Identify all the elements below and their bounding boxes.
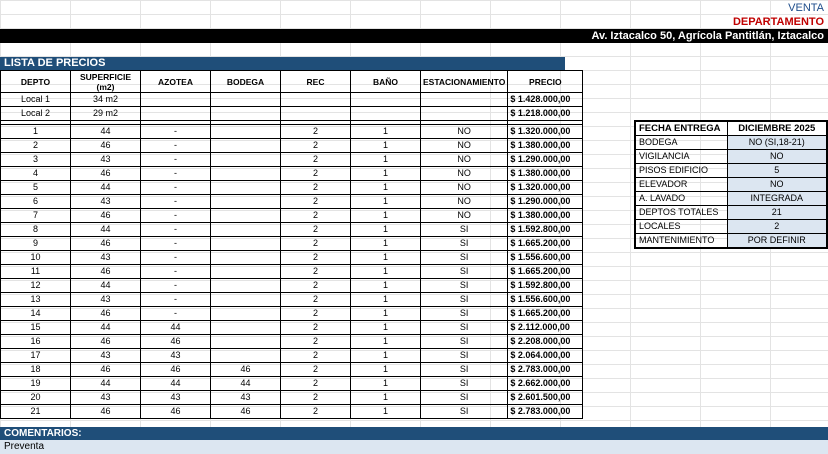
price-table — [0, 70, 583, 419]
cell-bano: 1 — [351, 181, 421, 195]
cell-superficie: 44 — [71, 321, 141, 335]
cell-azotea: 46 — [141, 335, 211, 349]
cell-superficie: 44 — [71, 125, 141, 139]
cell-rec: 2 — [281, 363, 351, 377]
cell-depto: 21 — [1, 405, 71, 419]
cell-depto: 20 — [1, 391, 71, 405]
cell-estacionamiento: SI — [421, 391, 508, 405]
cell-estacionamiento: NO — [421, 195, 508, 209]
cell-bano: 1 — [351, 321, 421, 335]
table-row — [1, 293, 583, 307]
cell-azotea: 44 — [141, 321, 211, 335]
cell-precio: $ 1.320.000,00 — [508, 125, 583, 139]
info-label: LOCALES — [635, 220, 727, 234]
cell-superficie: 29 m2 — [71, 107, 141, 121]
info-row — [635, 206, 827, 220]
cell-depto: 4 — [1, 167, 71, 181]
cell-rec — [281, 93, 351, 107]
cell-precio: $ 1.665.200,00 — [508, 265, 583, 279]
table-row — [1, 209, 583, 223]
table-row — [1, 363, 583, 377]
local-row — [1, 93, 583, 107]
cell-depto: 2 — [1, 139, 71, 153]
departamento-label: DEPARTAMENTO — [732, 16, 824, 28]
cell-depto: 11 — [1, 265, 71, 279]
cell-depto: 12 — [1, 279, 71, 293]
cell-bano: 1 — [351, 349, 421, 363]
cell-superficie: 46 — [71, 405, 141, 419]
table-row — [1, 167, 583, 181]
cell-azotea: 43 — [141, 349, 211, 363]
cell-estacionamiento: NO — [421, 153, 508, 167]
info-value: NO — [727, 178, 827, 192]
cell-depto: Local 1 — [1, 93, 71, 107]
cell-bano — [351, 107, 421, 121]
cell-precio: $ 1.380.000,00 — [508, 167, 583, 181]
table-row — [1, 251, 583, 265]
cell-bodega: 44 — [211, 377, 281, 391]
col-azotea: AZOTEA — [141, 71, 211, 93]
cell-depto: 7 — [1, 209, 71, 223]
table-row — [1, 405, 583, 419]
cell-azotea — [141, 107, 211, 121]
table-row — [1, 307, 583, 321]
cell-bodega — [211, 251, 281, 265]
cell-estacionamiento: SI — [421, 335, 508, 349]
locales-rows — [1, 93, 583, 121]
cell-rec: 2 — [281, 377, 351, 391]
cell-estacionamiento — [421, 107, 508, 121]
cell-bodega — [211, 279, 281, 293]
cell-bodega — [211, 321, 281, 335]
cell-bodega — [211, 139, 281, 153]
cell-bodega: 43 — [211, 391, 281, 405]
cell-precio: $ 1.556.600,00 — [508, 251, 583, 265]
cell-azotea: - — [141, 195, 211, 209]
cell-precio: $ 1.665.200,00 — [508, 237, 583, 251]
cell-bodega — [211, 153, 281, 167]
info-row — [635, 192, 827, 206]
cell-superficie: 43 — [71, 153, 141, 167]
table-row — [1, 279, 583, 293]
local-row — [1, 107, 583, 121]
cell-azotea: - — [141, 307, 211, 321]
cell-superficie: 46 — [71, 363, 141, 377]
cell-bodega — [211, 223, 281, 237]
cell-rec: 2 — [281, 279, 351, 293]
info-value: 21 — [727, 206, 827, 220]
cell-bodega — [211, 349, 281, 363]
cell-superficie: 44 — [71, 377, 141, 391]
cell-rec: 2 — [281, 349, 351, 363]
cell-azotea: - — [141, 167, 211, 181]
cell-bodega — [211, 181, 281, 195]
col-depto: DEPTO — [1, 71, 71, 93]
table-row — [1, 349, 583, 363]
cell-depto: 5 — [1, 181, 71, 195]
cell-precio: $ 1.320.000,00 — [508, 181, 583, 195]
cell-superficie: 43 — [71, 251, 141, 265]
cell-azotea: - — [141, 139, 211, 153]
cell-rec: 2 — [281, 125, 351, 139]
cell-superficie: 43 — [71, 391, 141, 405]
cell-bano: 1 — [351, 265, 421, 279]
cell-superficie: 43 — [71, 195, 141, 209]
table-row — [1, 237, 583, 251]
cell-superficie: 46 — [71, 139, 141, 153]
cell-depto: 8 — [1, 223, 71, 237]
cell-estacionamiento: SI — [421, 265, 508, 279]
col-estacionamiento: ESTACIONAMIENTO — [421, 71, 508, 93]
cell-bodega — [211, 167, 281, 181]
cell-superficie: 46 — [71, 335, 141, 349]
cell-depto: 14 — [1, 307, 71, 321]
cell-bano: 1 — [351, 251, 421, 265]
cell-precio: $ 1.592.800,00 — [508, 223, 583, 237]
cell-bodega — [211, 125, 281, 139]
cell-rec: 2 — [281, 195, 351, 209]
cell-depto: 15 — [1, 321, 71, 335]
cell-rec: 2 — [281, 335, 351, 349]
cell-azotea: - — [141, 251, 211, 265]
table-row — [1, 223, 583, 237]
cell-bodega: 46 — [211, 405, 281, 419]
cell-azotea: - — [141, 153, 211, 167]
cell-depto: 13 — [1, 293, 71, 307]
price-list-title: LISTA DE PRECIOS — [0, 57, 565, 70]
cell-estacionamiento: SI — [421, 251, 508, 265]
info-label: PISOS EDIFICIO — [635, 164, 727, 178]
cell-bano — [351, 93, 421, 107]
info-label: MANTENIMIENTO — [635, 234, 727, 249]
cell-bano: 1 — [351, 391, 421, 405]
comments-text: Preventa — [0, 440, 828, 454]
cell-superficie: 43 — [71, 293, 141, 307]
cell-depto: 16 — [1, 335, 71, 349]
cell-bodega — [211, 237, 281, 251]
cell-azotea: 46 — [141, 363, 211, 377]
cell-rec: 2 — [281, 139, 351, 153]
info-value: 2 — [727, 220, 827, 234]
cell-estacionamiento: SI — [421, 307, 508, 321]
cell-superficie: 43 — [71, 349, 141, 363]
table-row — [1, 195, 583, 209]
cell-azotea: - — [141, 237, 211, 251]
cell-azotea: - — [141, 293, 211, 307]
cell-bano: 1 — [351, 209, 421, 223]
cell-superficie: 46 — [71, 307, 141, 321]
info-value: POR DEFINIR — [727, 234, 827, 249]
info-value: NO (SI,18-21) — [727, 136, 827, 150]
cell-bano: 1 — [351, 223, 421, 237]
info-value: 5 — [727, 164, 827, 178]
cell-bano: 1 — [351, 307, 421, 321]
cell-estacionamiento: NO — [421, 167, 508, 181]
cell-azotea: 46 — [141, 405, 211, 419]
cell-rec: 2 — [281, 405, 351, 419]
cell-precio: $ 2.662.000,00 — [508, 377, 583, 391]
cell-rec: 2 — [281, 237, 351, 251]
col-bodega: BODEGA — [211, 71, 281, 93]
cell-precio: $ 1.380.000,00 — [508, 139, 583, 153]
cell-depto: 6 — [1, 195, 71, 209]
cell-bodega — [211, 265, 281, 279]
cell-estacionamiento: NO — [421, 181, 508, 195]
cell-estacionamiento: SI — [421, 363, 508, 377]
cell-rec: 2 — [281, 251, 351, 265]
cell-estacionamiento: NO — [421, 125, 508, 139]
info-label: A. LAVADO — [635, 192, 727, 206]
table-row — [1, 391, 583, 405]
cell-bodega — [211, 335, 281, 349]
info-label: BODEGA — [635, 136, 727, 150]
cell-superficie: 34 m2 — [71, 93, 141, 107]
cell-precio: $ 1.592.800,00 — [508, 279, 583, 293]
cell-rec: 2 — [281, 181, 351, 195]
cell-superficie: 44 — [71, 181, 141, 195]
cell-azotea: - — [141, 279, 211, 293]
cell-bodega — [211, 195, 281, 209]
cell-precio: $ 2.208.000,00 — [508, 335, 583, 349]
cell-bano: 1 — [351, 153, 421, 167]
cell-rec: 2 — [281, 391, 351, 405]
cell-estacionamiento: SI — [421, 321, 508, 335]
info-label: ELEVADOR — [635, 178, 727, 192]
cell-precio: $ 1.290.000,00 — [508, 153, 583, 167]
cell-estacionamiento: SI — [421, 237, 508, 251]
cell-precio: $ 1.428.000,00 — [508, 93, 583, 107]
cell-bodega: 46 — [211, 363, 281, 377]
delivery-date-row — [635, 121, 827, 136]
table-row — [1, 139, 583, 153]
cell-estacionamiento: NO — [421, 139, 508, 153]
cell-estacionamiento: SI — [421, 279, 508, 293]
info-label: VIGILANCIA — [635, 150, 727, 164]
cell-precio: $ 1.380.000,00 — [508, 209, 583, 223]
cell-depto: 9 — [1, 237, 71, 251]
price-table-header — [1, 71, 583, 93]
cell-superficie: 46 — [71, 209, 141, 223]
cell-estacionamiento: SI — [421, 293, 508, 307]
cell-bano: 1 — [351, 293, 421, 307]
cell-superficie: 46 — [71, 237, 141, 251]
cell-bodega — [211, 209, 281, 223]
cell-depto: Local 2 — [1, 107, 71, 121]
cell-rec: 2 — [281, 265, 351, 279]
cell-estacionamiento: SI — [421, 377, 508, 391]
cell-azotea: - — [141, 125, 211, 139]
cell-estacionamiento: SI — [421, 349, 508, 363]
info-row — [635, 234, 827, 249]
cell-precio: $ 1.218.000,00 — [508, 107, 583, 121]
cell-bodega — [211, 307, 281, 321]
info-value: INTEGRADA — [727, 192, 827, 206]
cell-estacionamiento — [421, 93, 508, 107]
table-row — [1, 377, 583, 391]
cell-rec: 2 — [281, 293, 351, 307]
address-bar: Av. Iztacalco 50, Agrícola Pantitlán, Iztacalco — [0, 29, 828, 43]
info-row — [635, 136, 827, 150]
cell-superficie: 44 — [71, 279, 141, 293]
cell-azotea: - — [141, 209, 211, 223]
cell-azotea: - — [141, 223, 211, 237]
table-row — [1, 181, 583, 195]
cell-superficie: 44 — [71, 223, 141, 237]
cell-precio: $ 2.601.500,00 — [508, 391, 583, 405]
cell-precio: $ 1.665.200,00 — [508, 307, 583, 321]
table-row — [1, 265, 583, 279]
info-row — [635, 178, 827, 192]
cell-depto: 19 — [1, 377, 71, 391]
cell-rec: 2 — [281, 223, 351, 237]
units-rows — [1, 125, 583, 419]
cell-estacionamiento: SI — [421, 405, 508, 419]
cell-superficie: 46 — [71, 265, 141, 279]
cell-azotea — [141, 93, 211, 107]
cell-bano: 1 — [351, 279, 421, 293]
col-precio: PRECIO — [508, 71, 583, 93]
table-row — [1, 125, 583, 139]
table-row — [1, 153, 583, 167]
cell-rec: 2 — [281, 153, 351, 167]
delivery-date-label: FECHA ENTREGA — [635, 121, 727, 136]
cell-bodega — [211, 293, 281, 307]
cell-depto: 1 — [1, 125, 71, 139]
cell-precio: $ 2.064.000,00 — [508, 349, 583, 363]
cell-azotea: - — [141, 265, 211, 279]
cell-bano: 1 — [351, 377, 421, 391]
info-row — [635, 150, 827, 164]
comments-title: COMENTARIOS: — [0, 427, 828, 440]
cell-bano: 1 — [351, 195, 421, 209]
cell-rec: 2 — [281, 307, 351, 321]
cell-bodega — [211, 93, 281, 107]
cell-superficie: 46 — [71, 167, 141, 181]
cell-depto: 10 — [1, 251, 71, 265]
cell-bano: 1 — [351, 405, 421, 419]
cell-rec: 2 — [281, 321, 351, 335]
cell-azotea: - — [141, 181, 211, 195]
cell-rec: 2 — [281, 209, 351, 223]
cell-bano: 1 — [351, 363, 421, 377]
cell-estacionamiento: NO — [421, 209, 508, 223]
info-label: DEPTOS TOTALES — [635, 206, 727, 220]
delivery-date-value: DICIEMBRE 2025 — [727, 121, 827, 136]
info-value: NO — [727, 150, 827, 164]
cell-bano: 1 — [351, 237, 421, 251]
info-table — [634, 120, 828, 249]
col-bano: BAÑO — [351, 71, 421, 93]
cell-bano: 1 — [351, 125, 421, 139]
venta-label: VENTA — [788, 2, 824, 14]
cell-bano: 1 — [351, 335, 421, 349]
cell-rec — [281, 107, 351, 121]
cell-precio: $ 2.112.000,00 — [508, 321, 583, 335]
cell-azotea: 43 — [141, 391, 211, 405]
cell-depto: 3 — [1, 153, 71, 167]
cell-bodega — [211, 107, 281, 121]
cell-bano: 1 — [351, 167, 421, 181]
cell-bano: 1 — [351, 139, 421, 153]
table-row — [1, 335, 583, 349]
cell-depto: 17 — [1, 349, 71, 363]
table-row — [1, 321, 583, 335]
cell-rec: 2 — [281, 167, 351, 181]
info-row — [635, 220, 827, 234]
col-superficie: SUPERFICIE (m2) — [71, 71, 141, 93]
cell-precio: $ 2.783.000,00 — [508, 405, 583, 419]
cell-precio: $ 2.783.000,00 — [508, 363, 583, 377]
cell-precio: $ 1.556.600,00 — [508, 293, 583, 307]
col-rec: REC — [281, 71, 351, 93]
cell-precio: $ 1.290.000,00 — [508, 195, 583, 209]
info-row — [635, 164, 827, 178]
cell-estacionamiento: SI — [421, 223, 508, 237]
cell-azotea: 44 — [141, 377, 211, 391]
cell-depto: 18 — [1, 363, 71, 377]
